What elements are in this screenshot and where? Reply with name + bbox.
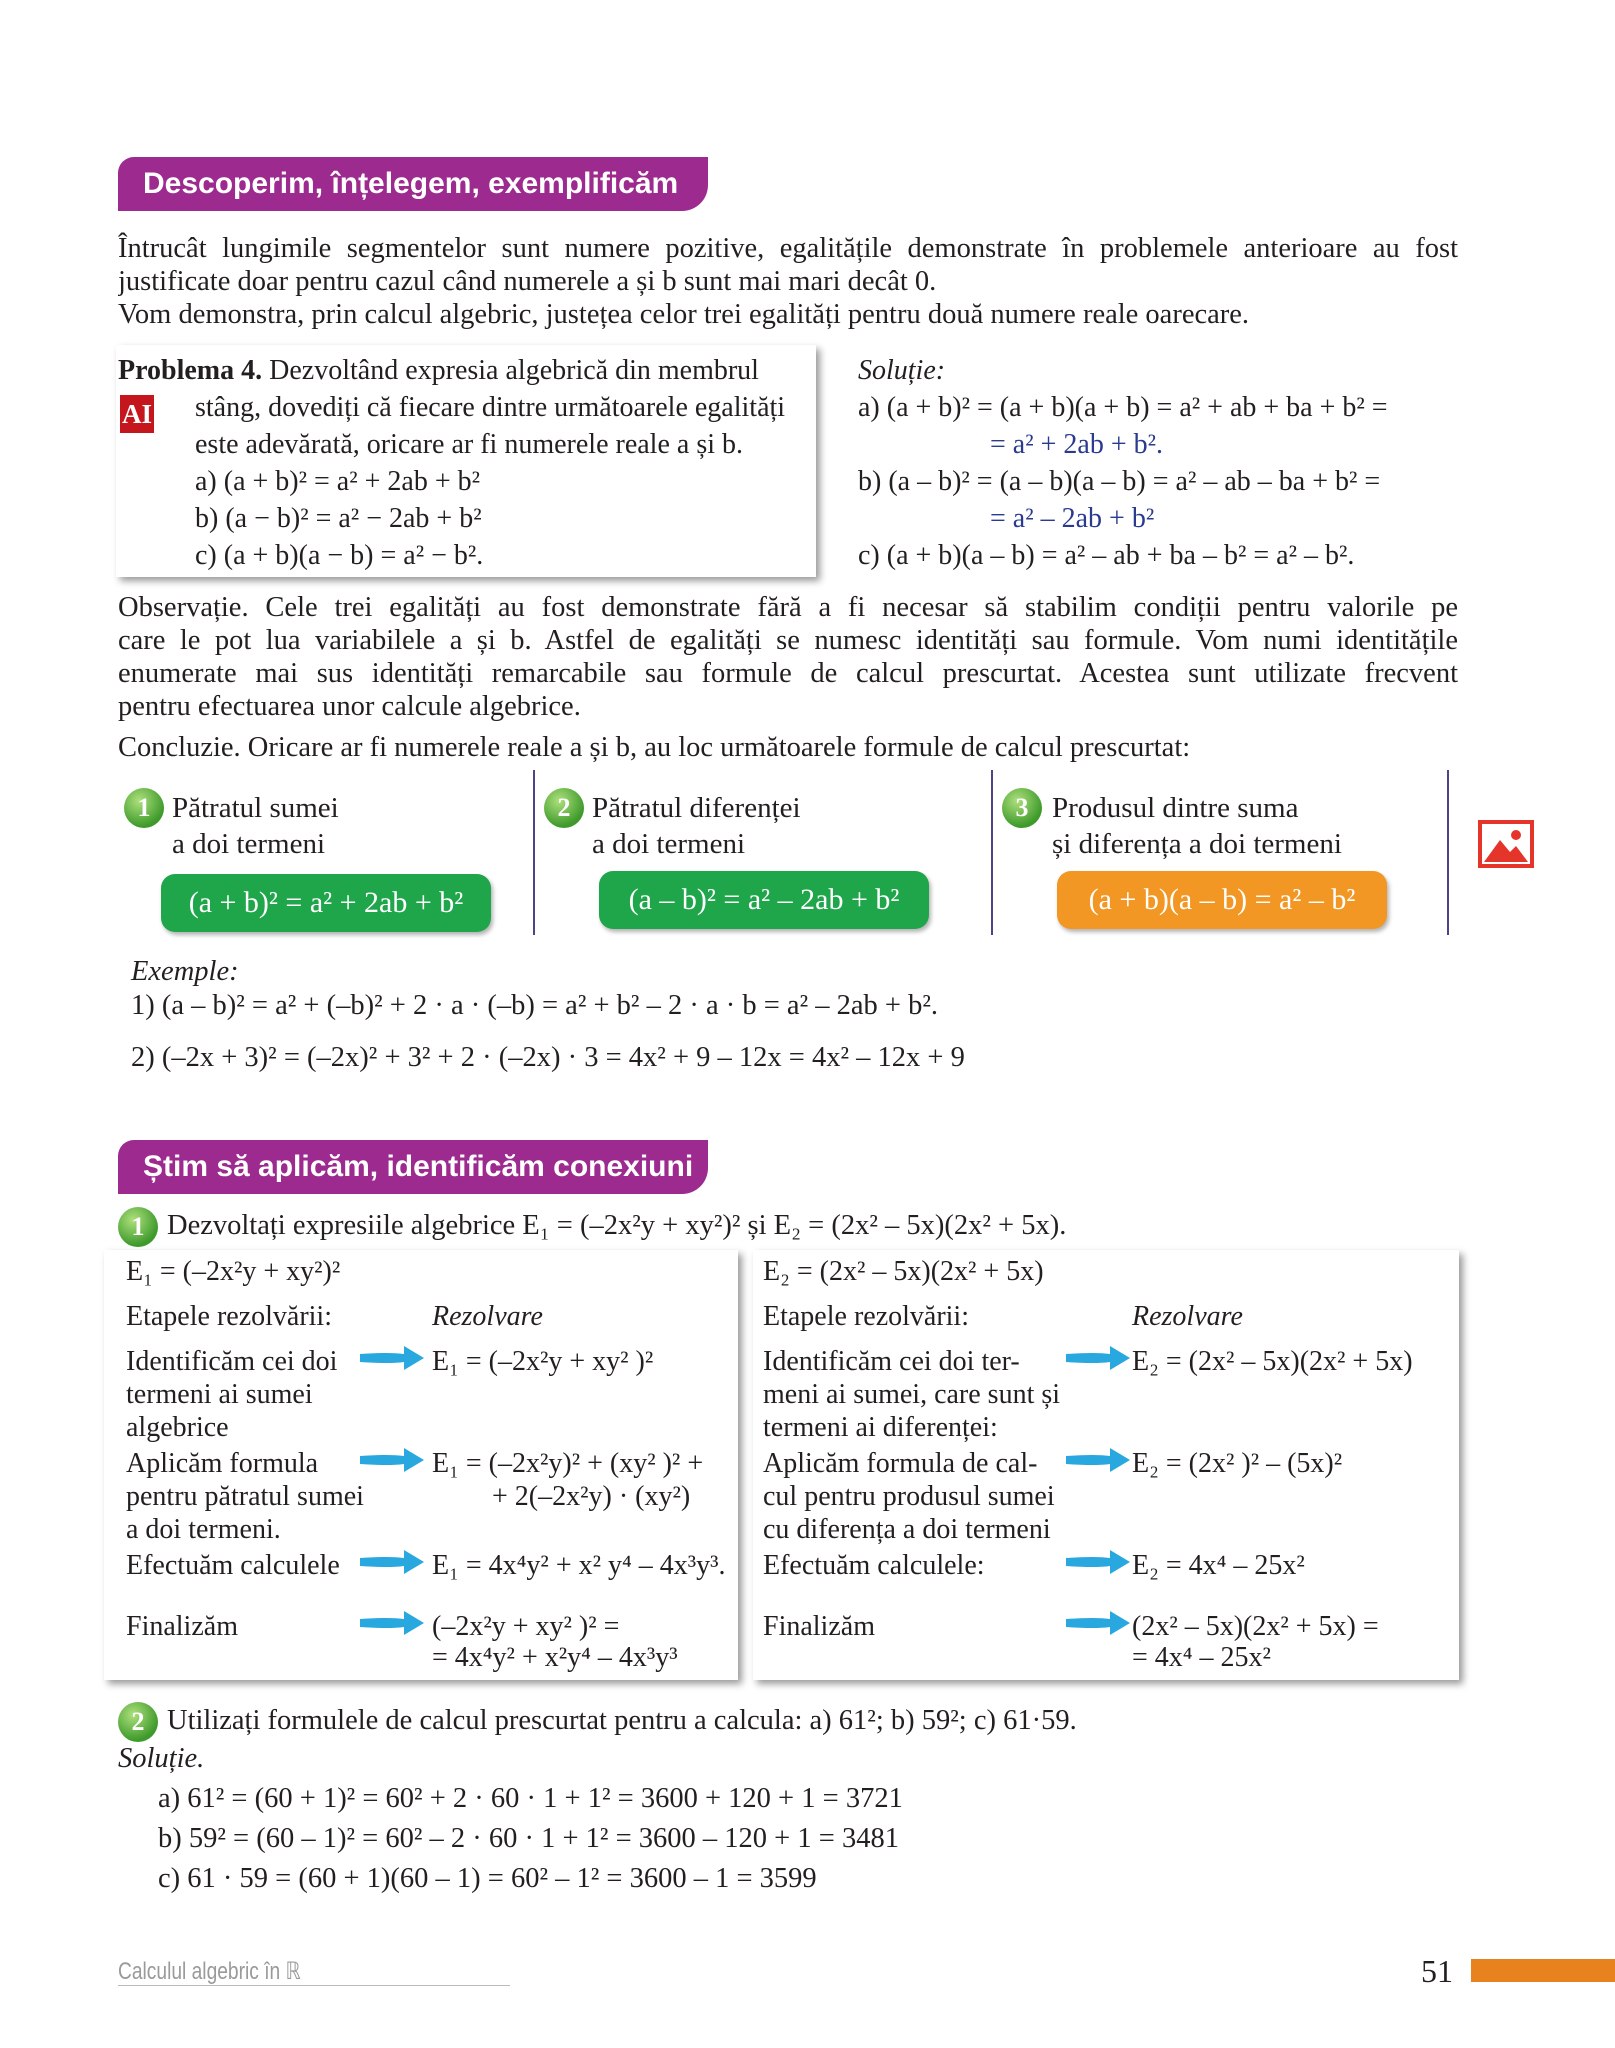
observation-line: care le pot lua variabilele a și b. Astfel de egalități se numesc identități sau formule. Vom numi identitățile xyxy=(118,625,1458,656)
result-text: = 4x⁴y² + x²y⁴ – 4x³y³ xyxy=(432,1642,678,1673)
step-text: meni ai sumei, care sunt și xyxy=(763,1379,1061,1410)
intro-line: Întrucât lungimile segmentelor sunt numere pozitive, egalitățile demonstrate în problemele anterioare au fost xyxy=(118,233,1458,264)
section-title: Știm să aplicăm, identificăm conexiuni xyxy=(143,1150,694,1183)
result-text: E₁ = 4x⁴y² + x² y⁴ – 4x³y³. xyxy=(432,1550,726,1581)
exercise-number-badge: 1 xyxy=(118,1207,158,1247)
solution-c-line: c) (a + b)(a – b) = a² – ab + ba – b² = a² – b². xyxy=(858,540,1355,571)
exercise-1-text: Dezvoltați expresiile algebrice E₁ = (–2x²y + xy²)² și E₂ = (2x² – 5x)(2x² + 5x). xyxy=(167,1210,1067,1241)
step-text: algebrice xyxy=(126,1412,229,1443)
formula-subtitle: a doi termeni xyxy=(592,828,746,860)
observation-paragraph xyxy=(118,591,1458,723)
solution-a-line2: = a² + 2ab + b². xyxy=(990,429,1164,460)
problem-line: este adevărată, oricare ar fi numerele reale a și b. xyxy=(195,429,743,460)
result-text: E₁ = (–2x²y)² + (xy² )² + xyxy=(432,1448,704,1479)
formula-pill-square-sum: (a + b)² = a² + 2ab + b² xyxy=(161,874,491,932)
steps-label: Etapele rezolvării: xyxy=(763,1301,969,1332)
image-icon[interactable] xyxy=(1478,820,1534,868)
example-2: 2) (–2x + 3)² = (–2x)² + 3² + 2 · (–2x) · 3 = 4x² + 9 – 12x = 4x² – 12x + 9 xyxy=(131,1042,965,1073)
step-text: Efectuăm calculele xyxy=(126,1550,340,1581)
result-text: (–2x²y + xy² )² = xyxy=(432,1611,620,1642)
formula-pill-square-diff: (a – b)² = a² – 2ab + b² xyxy=(599,871,929,929)
step-text: cul pentru produsul sumei xyxy=(763,1481,1055,1512)
intro-line: Vom demonstra, prin calcul algebric, justețea celor trei egalități pentru două numere reale oarecare. xyxy=(118,299,1250,330)
formula-title: Pătratul sumei xyxy=(172,792,339,824)
result-text: E₂ = (2x² – 5x)(2x² + 5x) xyxy=(1132,1346,1413,1377)
section-banner-discover xyxy=(118,157,708,211)
step-text: termeni ai sumei xyxy=(126,1379,313,1410)
divider xyxy=(1447,770,1449,935)
solution-label: Soluție. xyxy=(118,1743,205,1774)
formula-subtitle: și diferența a doi termeni xyxy=(1052,828,1342,860)
problem-line xyxy=(118,354,759,388)
arrow-right-icon xyxy=(1066,1609,1130,1637)
conclusion: Concluzie. Oricare ar fi numerele reale a și b, au loc următoarele formule de calcul prescurtat: xyxy=(118,732,1191,763)
formula-number-badge: 3 xyxy=(1002,788,1042,828)
problem-line: stâng, dovediți că fiecare dintre următoarele egalități xyxy=(195,392,786,423)
problem-item-c: c) (a + b)(a − b) = a² − b². xyxy=(195,540,484,571)
arrow-right-icon xyxy=(1066,1446,1130,1474)
step-text: Identificăm cei doi ter- xyxy=(763,1346,1020,1377)
section-title: Descoperim, înțelegem, exemplificăm xyxy=(143,167,679,200)
chapter-footer: Calculul algebric în ℝ xyxy=(118,1958,301,1985)
problem-item-b: b) (a − b)² = a² − 2ab + b² xyxy=(195,503,482,534)
exercise-2-text: Utilizați formulele de calcul prescurtat pentru a calcula: a) 61²; b) 59²; c) 61·59. xyxy=(167,1705,1077,1736)
arrow-right-icon xyxy=(1066,1344,1130,1372)
result-text: = 4x⁴ – 25x² xyxy=(1132,1642,1271,1673)
problem-item-a: a) (a + b)² = a² + 2ab + b² xyxy=(195,466,481,497)
panel-heading: E₁ = (–2x²y + xy²)² xyxy=(126,1256,341,1287)
step-text: pentru pătratul sumei xyxy=(126,1481,364,1512)
step-text: termeni ai diferenței: xyxy=(763,1412,998,1443)
step-text: Aplicăm formula de cal- xyxy=(763,1448,1038,1479)
solve-label: Rezolvare xyxy=(1132,1301,1243,1332)
footer-line xyxy=(118,1985,510,1986)
solution-b-line2: = a² – 2ab + b² xyxy=(990,503,1155,534)
step-text: Finalizăm xyxy=(763,1611,875,1642)
page-number: 51 xyxy=(1421,1953,1453,1989)
result-text: E₂ = 4x⁴ – 25x² xyxy=(1132,1550,1305,1581)
formula-number-badge: 1 xyxy=(124,788,164,828)
page-accent-bar xyxy=(1471,1959,1615,1982)
result-text: (2x² – 5x)(2x² + 5x) = xyxy=(1132,1611,1379,1642)
arrow-right-icon xyxy=(360,1548,424,1576)
formula-title: Pătratul diferenței xyxy=(592,792,801,824)
formula-title: Produsul dintre suma xyxy=(1052,792,1299,824)
problem-title: Problema 4. xyxy=(118,355,263,386)
steps-label: Etapele rezolvării: xyxy=(126,1301,332,1332)
formula-number-badge: 2 xyxy=(544,788,584,828)
solution-a-line1: a) (a + b)² = (a + b)(a + b) = a² + ab + ba + b² = xyxy=(858,392,1388,423)
result-text: E₁ = (–2x²y + xy² )² xyxy=(432,1346,654,1377)
divider xyxy=(533,770,535,935)
formula-pill-product: (a + b)(a – b) = a² – b² xyxy=(1057,871,1387,929)
intro-line: justificate doar pentru cazul când numerele a și b sunt mai mari decât 0. xyxy=(118,266,937,297)
example-1: 1) (a – b)² = a² + (–b)² + 2 · a · (–b) = a² + b² – 2 · a · b = a² – 2ab + b². xyxy=(131,990,939,1021)
observation-line: enumerate mai sus identități remarcabile sau formule de calcul prescurtat. Acestea sunt utilizate frecvent xyxy=(118,658,1458,689)
solution-b-line1: b) (a – b)² = (a – b)(a – b) = a² – ab – ba + b² = xyxy=(858,466,1381,497)
solve-label: Rezolvare xyxy=(432,1301,543,1332)
ai-badge: AI xyxy=(120,395,154,433)
solution-c: c) 61 · 59 = (60 + 1)(60 – 1) = 60² – 1² = 3600 – 1 = 3599 xyxy=(158,1863,817,1894)
observation-line: pentru efectuarea unor calcule algebrice. xyxy=(118,691,581,722)
step-text: Identificăm cei doi xyxy=(126,1346,338,1377)
problem-text: Dezvoltând expresia algebrică din membrul xyxy=(269,355,759,386)
result-text: E₂ = (2x² )² – (5x)² xyxy=(1132,1448,1343,1479)
arrow-right-icon xyxy=(360,1609,424,1637)
arrow-right-icon xyxy=(1066,1548,1130,1576)
solution-a: a) 61² = (60 + 1)² = 60² + 2 · 60 · 1 + 1² = 3600 + 120 + 1 = 3721 xyxy=(158,1783,903,1814)
step-text: a doi termeni. xyxy=(126,1514,281,1545)
step-text: cu diferența a doi termeni xyxy=(763,1514,1051,1545)
arrow-right-icon xyxy=(360,1446,424,1474)
solution-label: Soluție: xyxy=(858,355,946,386)
intro-paragraph xyxy=(118,232,1458,331)
solution-b: b) 59² = (60 – 1)² = 60² – 2 · 60 · 1 + 1² = 3600 – 120 + 1 = 3481 xyxy=(158,1823,899,1854)
step-text: Aplicăm formula xyxy=(126,1448,319,1479)
result-text: + 2(–2x²y) · (xy²) xyxy=(492,1481,691,1512)
arrow-right-icon xyxy=(360,1344,424,1372)
observation-line: Observație. Cele trei egalități au fost demonstrate fără a fi necesar să stabilim condiții pentru valorile pe xyxy=(118,592,1458,623)
examples-label: Exemple: xyxy=(131,956,239,987)
section-banner-apply xyxy=(118,1140,708,1194)
formula-subtitle: a doi termeni xyxy=(172,828,326,860)
exercise-number-badge: 2 xyxy=(118,1702,158,1742)
step-text: Efectuăm calculele: xyxy=(763,1550,985,1581)
panel-heading: E₂ = (2x² – 5x)(2x² + 5x) xyxy=(763,1256,1044,1287)
step-text: Finalizăm xyxy=(126,1611,238,1642)
divider xyxy=(991,770,993,935)
